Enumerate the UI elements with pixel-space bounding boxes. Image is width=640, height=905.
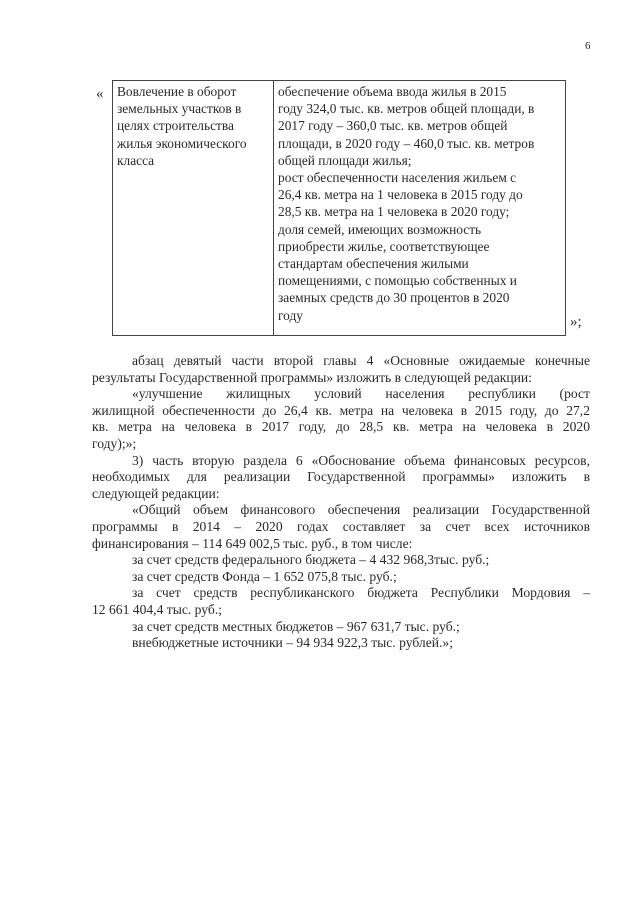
table-cell-line: доля семей, имеющих возможность [278, 221, 482, 237]
table-cell-line: Вовлечение в оборот [117, 84, 237, 99]
body-text-line: «улучшение жилищных условий населения республики (рост [132, 386, 590, 402]
table-cell-indicators [274, 81, 566, 336]
body-text-line: программы в 2014 – 2020 годах составляет за счет всех источников [92, 518, 590, 534]
table-cell-line: 28,5 кв. метра на 1 человека в 2020 году; [278, 204, 510, 220]
table-cell-line: обеспечение объема ввода жилья в 2015 [278, 84, 507, 99]
table-cell-line: общей площади жилья; [278, 152, 412, 168]
body-text-line: внебюджетные источники – 94 934 922,3 тыс. рублей.»; [132, 635, 453, 651]
table-cell-line: помещениями, с помощью собственных и [278, 273, 517, 289]
document-body [92, 353, 590, 652]
quote-open-mark: « [96, 86, 104, 102]
table-cell-line: жилья экономического [117, 135, 247, 151]
body-text-line: году);»; [92, 435, 137, 451]
quote-close-mark: »; [570, 314, 582, 330]
body-text-line: за счет средств Фонда – 1 652 075,8 тыс. руб.; [132, 568, 397, 584]
table-cell-line: рост обеспеченности населения жильем с [278, 170, 517, 186]
table-cell-line: 26,4 кв. метра на 1 человека в 2015 году до [278, 187, 523, 203]
body-text-line: за счет средств местных бюджетов – 967 631,7 тыс. руб.; [132, 618, 460, 634]
table-row [113, 81, 566, 336]
body-text-line: кв. метра на человека в 2017 году, до 28,5 кв. метра на человека в 2020 [92, 419, 590, 435]
table-cell-line: стандартам обеспечения жилыми [278, 256, 469, 272]
table-cell-line: целях строительства [117, 118, 234, 134]
body-text-line: за счет средств федерального бюджета – 4 432 968,3тыс. руб.; [132, 552, 490, 568]
table-cell-line: земельных участков в [117, 101, 242, 117]
table-cell-line: заемных средств до 30 процентов в 2020 [278, 290, 510, 306]
table-cell-line: году [278, 307, 303, 323]
table-cell-line: класса [117, 152, 155, 168]
body-text-line: необходимых для реализации Государственной программы» изложить в [92, 469, 590, 485]
indicator-table [112, 80, 566, 336]
table-cell-task [113, 81, 274, 336]
body-text-line: за счет средств республиканского бюджета Республики Мордовия – [132, 585, 590, 601]
page-number: 6 [585, 40, 591, 52]
body-text-line: «Общий объем финансового обеспечения реализации Государственной [132, 502, 590, 518]
body-text-line: финансирования – 114 649 002,5 тыс. руб., в том числе: [92, 535, 413, 551]
body-text-line: следующей редакции: [92, 485, 220, 501]
body-text-line: абзац девятый части второй главы 4 «Основные ожидаемые конечные [132, 353, 590, 368]
table-cell-line: площади, в 2020 году – 460,0 тыс. кв. метров [278, 135, 535, 151]
table-cell-line: приобрести жилье, соответствующее [278, 238, 490, 254]
body-text-line: результаты Государственной программы» изложить в следующей редакции: [92, 369, 532, 385]
table-cell-line: году 324,0 тыс. кв. метров общей площади, в [278, 101, 535, 117]
body-text-line: 3) часть вторую раздела 6 «Обоснование объема финансовых ресурсов, [132, 452, 590, 468]
table-cell-line: 2017 году – 360,0 тыс. кв. метров общей [278, 118, 508, 134]
body-text-line: жилищной обеспеченности до 26,4 кв. метра на человека в 2015 году, до 27,2 [92, 402, 590, 418]
body-text-line: 12 661 404,4 тыс. руб.; [92, 601, 222, 617]
